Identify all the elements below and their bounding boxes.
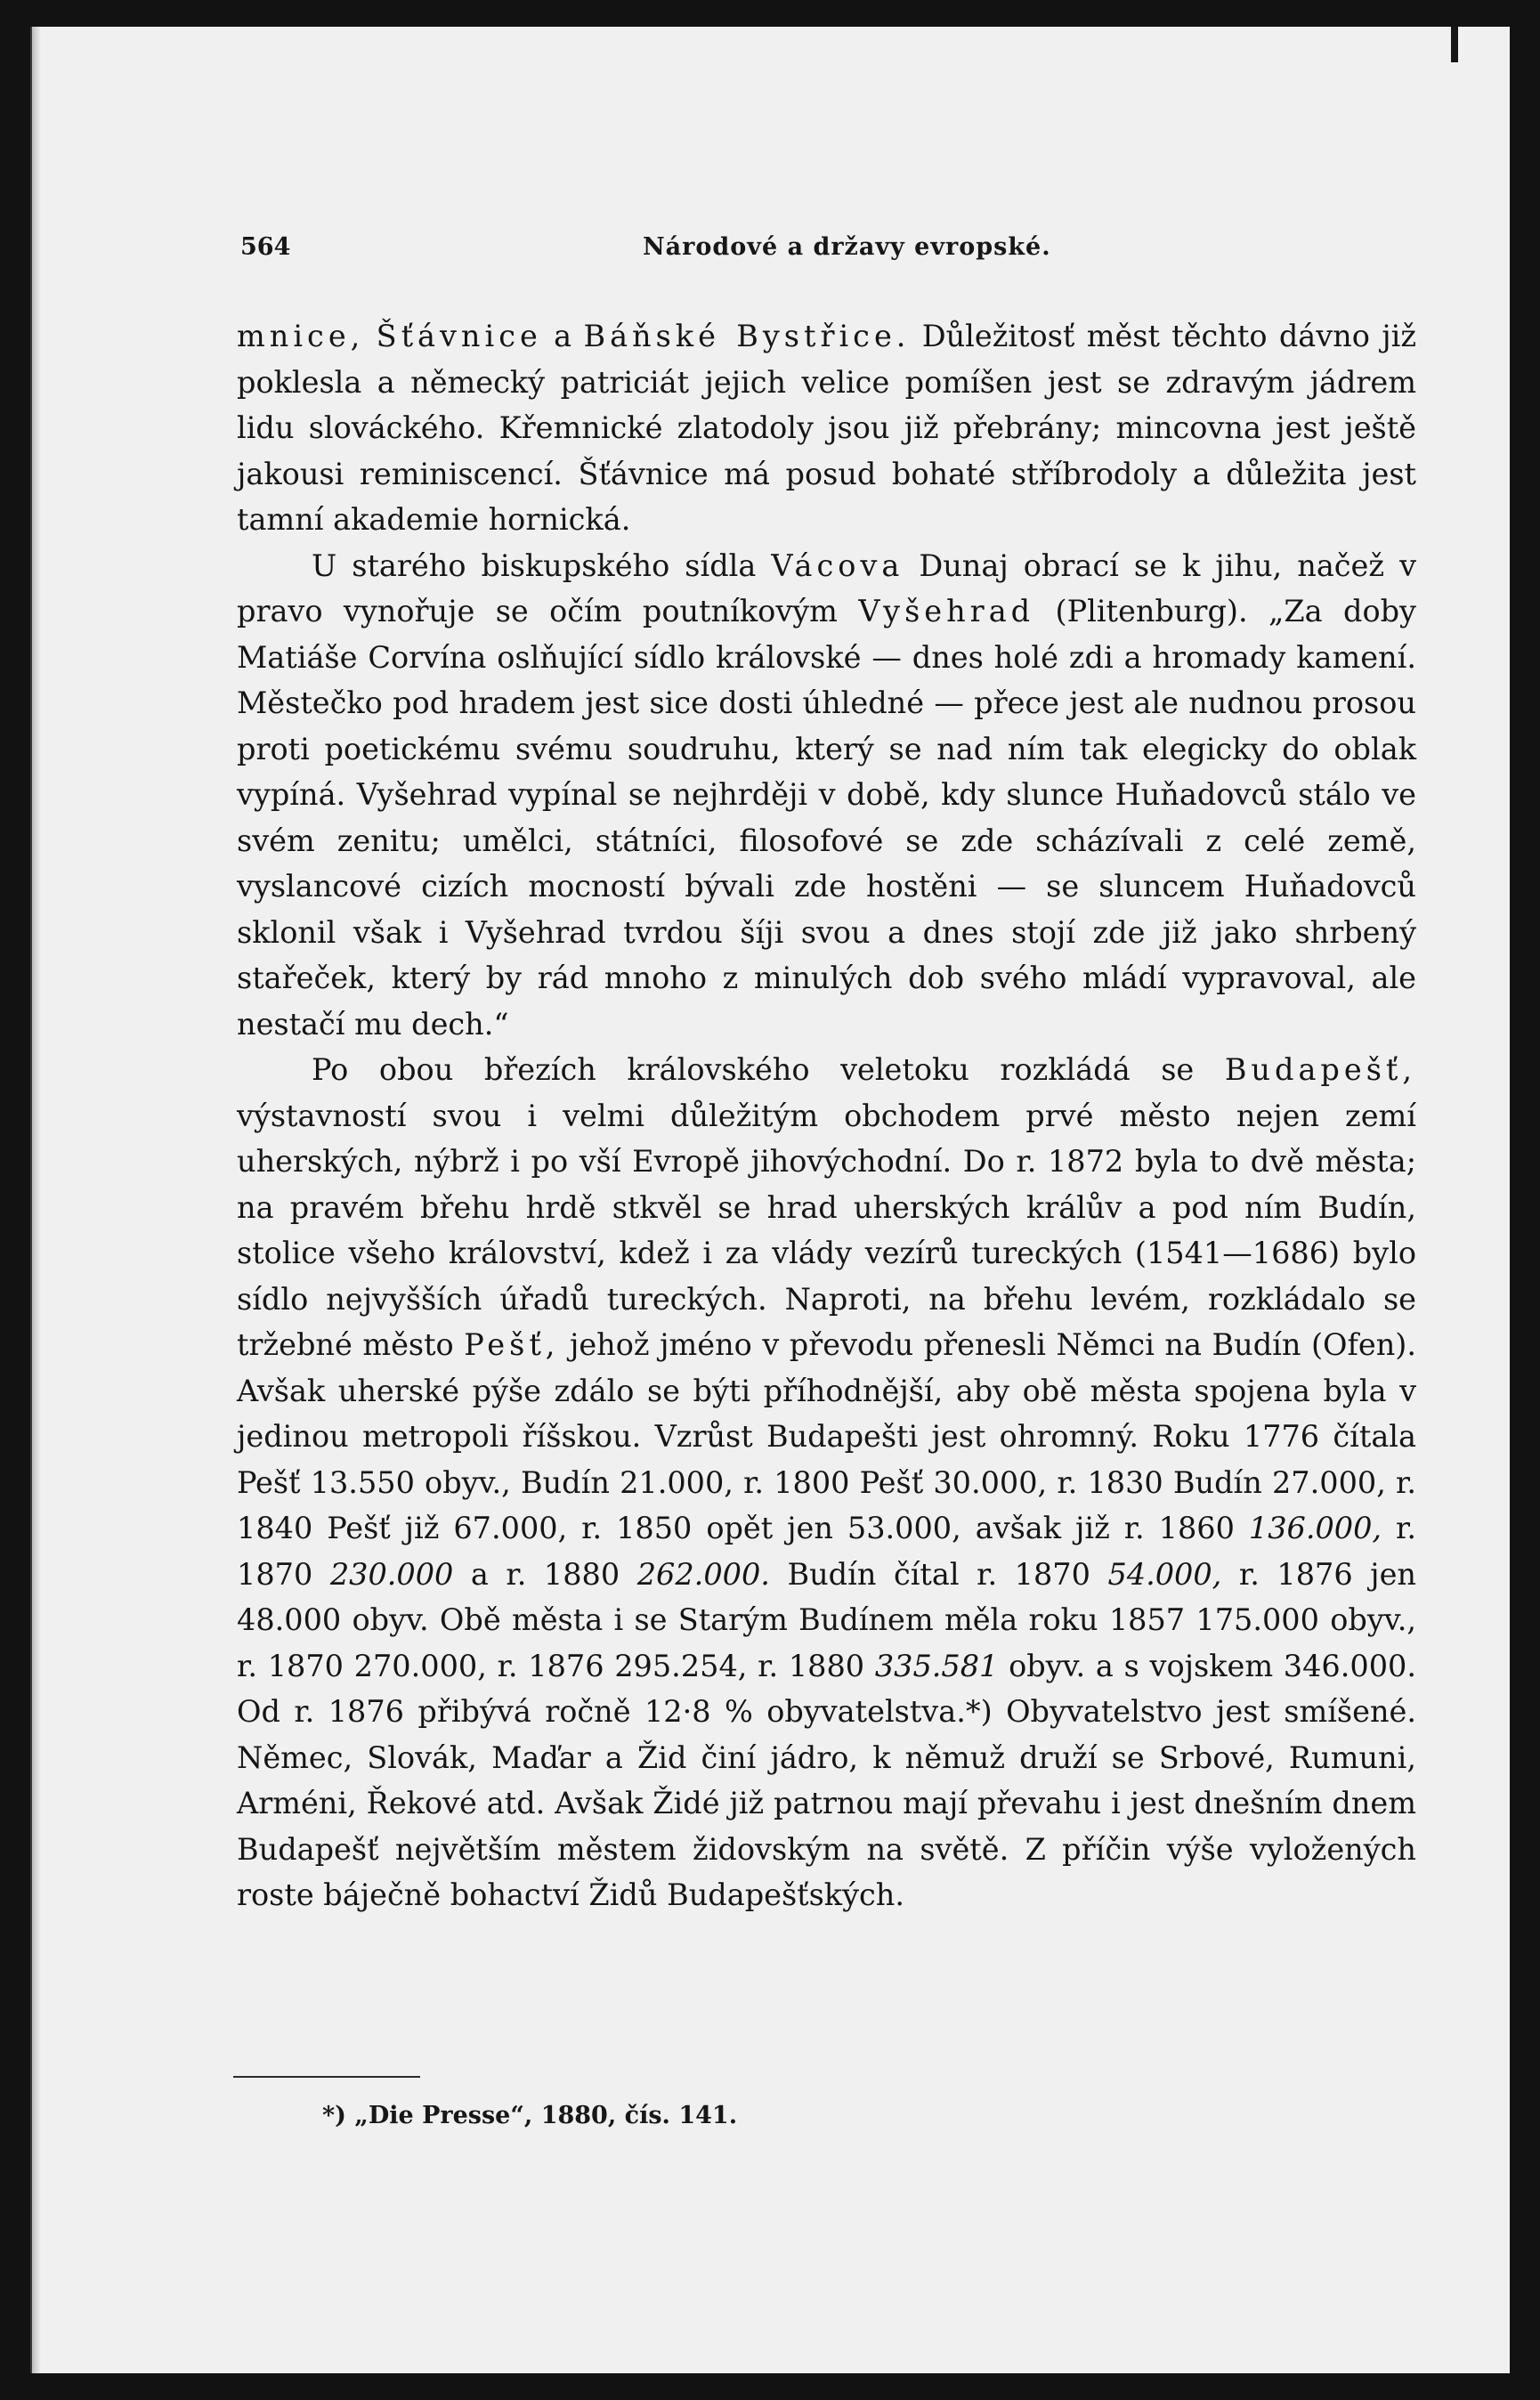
book-page xyxy=(30,27,1510,2373)
running-head xyxy=(240,224,1052,269)
footnote: *) „Die Presse“, 1880, čís. 141. xyxy=(322,2102,738,2129)
population-figure: 335.581 xyxy=(874,1648,999,1683)
text-run: a xyxy=(554,319,572,353)
paragraph-3 xyxy=(237,1047,1416,1918)
place-name: mnice, xyxy=(237,319,365,353)
text-run: jehož jméno v převodu přenesli Němci na Budín (Ofen). Avšak uherské pýše zdálo se býti příhodnější, aby obě města spojena byla v jedinou metropoli říšskou. Vzrůst Budapešti jest ohromný. Roku 1776 čítala Pešť 13.550 obyv., Budín 21.000, r. 1800 Pešť 30.000, r. 1830 Budín 27.000, r. 1840 Pešť již 67.000, r. 1850 opět jen 53.000, avšak již r. 1860 xyxy=(237,1327,1416,1545)
place-name: Báňské Bystřice. xyxy=(583,319,911,353)
text-run: obyv. a s vojskem 346.000. Od r. 1876 přibývá ročně 12·8 % obyvatelstva.*) Obyvatelstvo jest smíšené. Němec, Slovák, Maďar a Žid činí jádro, k němuž druží se Srbové, Rumuni, Arméni, Řekové atd. Avšak Židé již patrnou mají převahu i jest dnešním dnem Budapešť největším městem židovským na světě. Z příčin výše vyložených roste báječně bohactví Židů Budapešťských. xyxy=(237,1648,1416,1912)
page-number: 564 xyxy=(240,233,291,261)
place-name: Vácova xyxy=(771,547,904,583)
body-text xyxy=(237,313,1416,1918)
text-run: Budín čítal r. 1870 xyxy=(787,1556,1090,1592)
population-figure: 54.000, xyxy=(1107,1556,1222,1592)
text-run: a r. 1880 xyxy=(470,1556,620,1592)
text-run: Dunaj obrací se k jihu, načež v pravo vynořuje se očím poutníkovým xyxy=(237,547,1416,628)
population-figure: 230.000 xyxy=(329,1556,454,1592)
text-run: Po obou březích královského veletoku rozkládá se xyxy=(312,1052,1195,1087)
place-name: Vyšehrad xyxy=(858,594,1035,628)
text-run: r. 1870 xyxy=(237,1511,1416,1592)
scan-edge-mark xyxy=(1451,27,1458,62)
place-name: Šťávnice xyxy=(376,319,542,353)
paragraph-2 xyxy=(237,543,1416,1048)
population-figure: 262.000. xyxy=(636,1556,770,1592)
text-run: výstavností svou i velmi důležitým obchodem prvé město nejen zemí uherských, nýbrž i po vší Evropě jihovýchodní. Do r. 1872 byla to dvě města; na pravém břehu hrdě stkvěl se hrad uherských králův a pod ním Budín, stolice všeho království, kdež i za vlády vezírů tureckých (1541—1686) bylo sídlo nejvyšších úřadů tureckých. Naproti, na břehu levém, rozkládalo se tržebné město xyxy=(237,1098,1416,1362)
text-run: r. 1876 jen 48.000 obyv. Obě města i se Starým Budínem měla roku 1857 175.000 obyv., r. 1870 270.000, r. 1876 295.254, r. 1880 xyxy=(237,1556,1416,1683)
population-figure: 136.000, xyxy=(1248,1511,1382,1545)
place-name: Pešť, xyxy=(464,1327,560,1362)
footnote-rule xyxy=(233,2076,420,2078)
text-run: U starého biskupského sídla xyxy=(312,547,757,583)
text-run: (Plitenburg). „Za doby Matiáše Corvína oslňující sídlo královské — dnes holé zdi a hromady kamení. Městečko pod hradem jest sice dosti úhledné — přece jest ale nudnou prosou proti poetickému svému soudruhu, který se nad ním tak elegicky do oblak vypíná. Vyšehrad vypínal se nejhrději v době, kdy slunce Huňadovců stálo ve svém zenitu; umělci, státníci, filosofové se zde scházívali z celé země, vyslancové cizích mocností bývali zde hostěni — se sluncem Huňadovců sklonil však i Vyšehrad tvrdou šíji svou a dnes stojí zde již jako shrbený stařeček, který by rád mnoho z minulých dob svého mládí vypravoval, ale nestačí mu dech.“ xyxy=(237,594,1416,1042)
paragraph-1 xyxy=(237,313,1416,543)
place-name: Budapešť, xyxy=(1224,1052,1416,1087)
running-title: Národové a državy evropské. xyxy=(643,233,1051,261)
text-run: Důležitosť měst těchto dávno již poklesla a německý patriciát jejich velice pomíšen jest se zdravým jádrem lidu slováckého. Křemnické zlatodoly jsou již přebrány; mincovna jest ještě jakousi reminiscencí. Šťávnice má posud bohaté stříbrodoly a důležita jest tamní akademie hornická. xyxy=(237,319,1416,537)
